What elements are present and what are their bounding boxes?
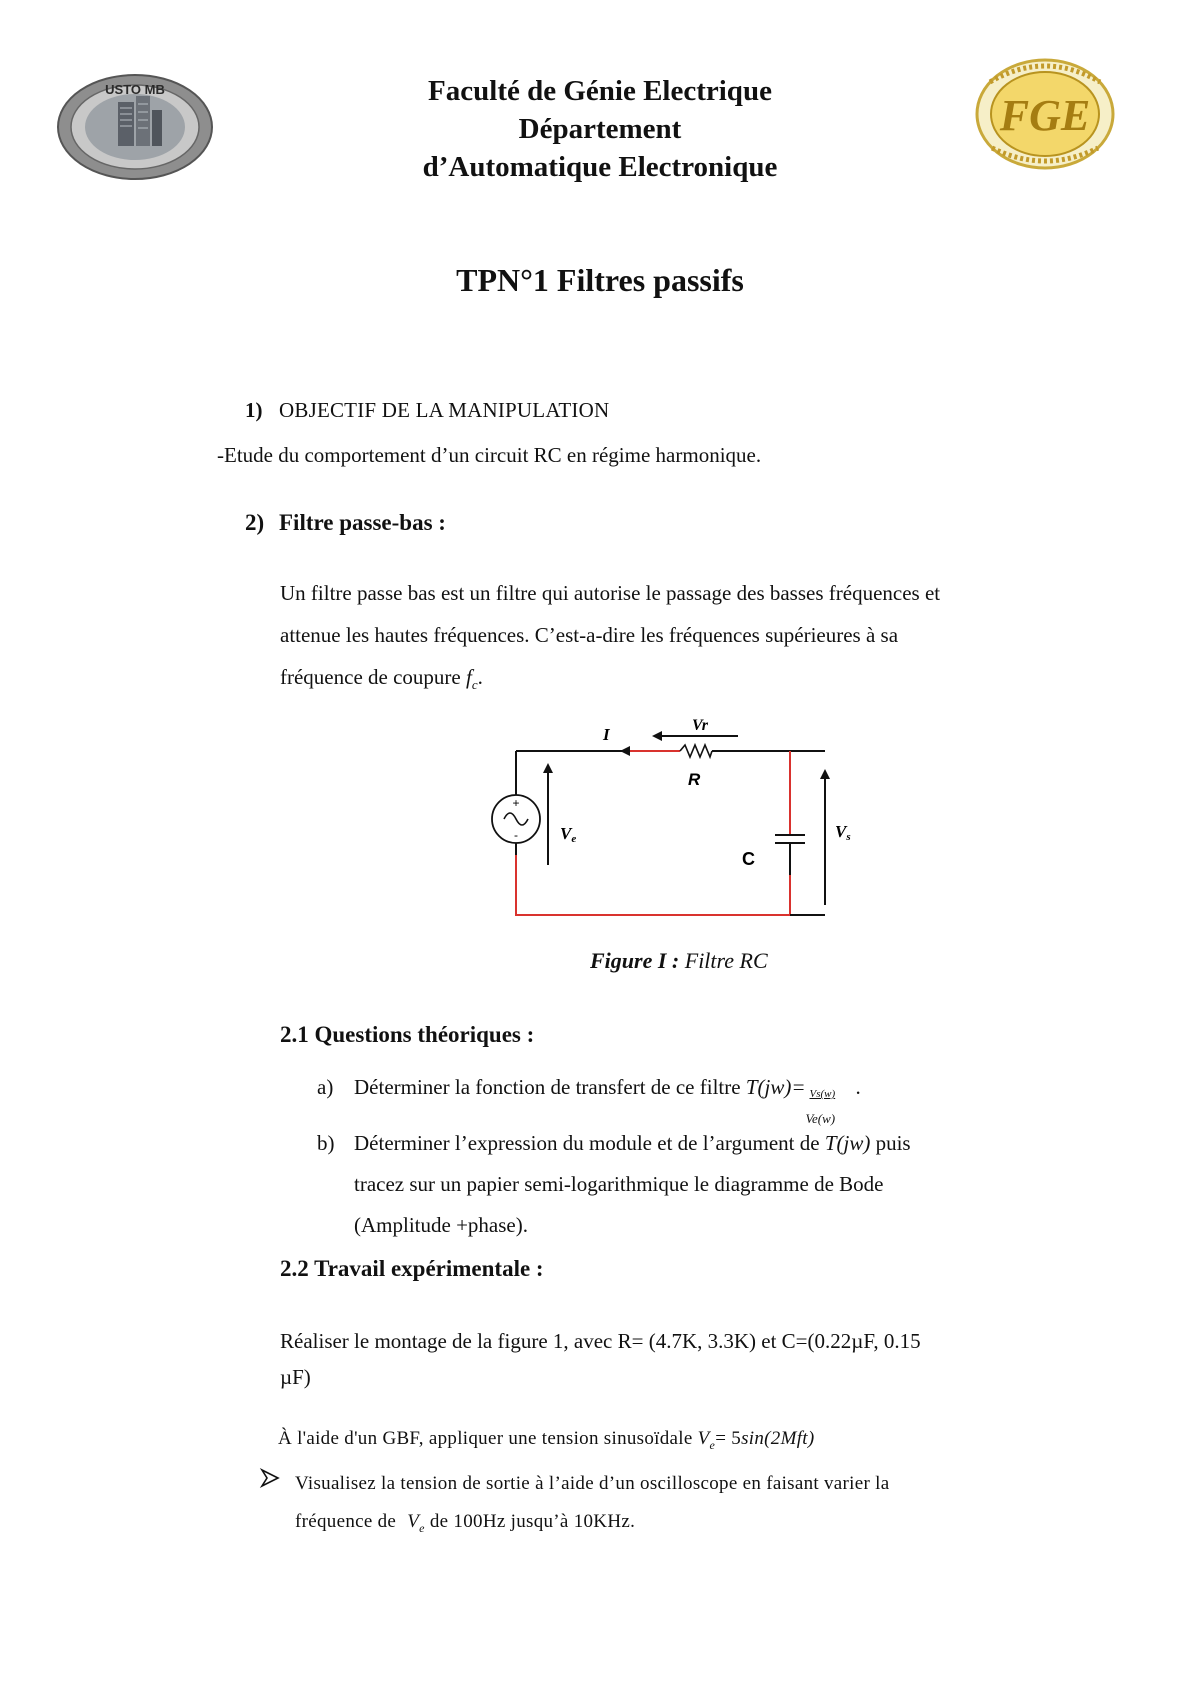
university-seal-logo <box>56 74 214 180</box>
question-a <box>317 1067 1037 1126</box>
current-arrow <box>620 746 630 756</box>
cutoff-frequency-var: f <box>465 665 472 689</box>
question-b <box>317 1123 1037 1253</box>
question-b-letter: b) <box>317 1131 335 1155</box>
section2-heading <box>245 510 446 536</box>
rc-filter-circuit <box>480 715 851 925</box>
transfer-fraction: Vs(w) Ve(w) <box>805 1088 836 1126</box>
section1-title: OBJECTIF DE LA MANIPULATION <box>279 398 610 422</box>
experimental-line2: µF) <box>280 1365 311 1389</box>
question-b-line3: (Amplitude +phase). <box>354 1213 528 1237</box>
label-ve: Ve <box>560 824 577 845</box>
section2-number: 2) <box>245 510 265 535</box>
question-b-line2: tracez sur un papier semi-logarithmique le diagramme de Bode <box>354 1172 884 1196</box>
university-seal-text: USTO MB <box>105 82 165 97</box>
vr-arrow-head <box>652 731 662 741</box>
bullet-line1: Visualisez la tension de sortie à l’aide d’un oscilloscope en faisant varier la <box>295 1473 890 1494</box>
figure-text: Filtre RC <box>679 948 768 973</box>
question-b-line1: Déterminer l’expression du module et de l’argument de T(jw) puis <box>354 1131 911 1155</box>
figure-label: Figure I : <box>590 948 680 973</box>
label-current: I <box>603 725 610 744</box>
section1-text: -Etude du comportement d’un circuit RC en régime harmonique. <box>217 443 762 467</box>
section2-line1: Un filtre passe bas est un filtre qui autorise le passage des basses fréquences et <box>280 581 941 605</box>
label-r: R <box>688 770 701 789</box>
experimental-line1: Réaliser le montage de la figure 1, avec R= (4.7K, 3.3K) et C=(0.22µF, 0.15 <box>280 1329 921 1353</box>
ve-arrow-head <box>543 763 553 773</box>
faculty-name: Faculté de Génie Electrique <box>428 75 772 107</box>
vs-arrow-head <box>820 769 830 779</box>
section1-number: 1) <box>245 398 263 422</box>
document-title: TPN°1 Filtres passifs <box>456 262 744 298</box>
question-b-text <box>354 1123 1034 1246</box>
department-line: Département <box>518 113 682 145</box>
faculty-emblem-letters: FGE <box>999 91 1091 140</box>
bullet-instruction <box>295 1465 889 1547</box>
figure-caption <box>590 948 768 974</box>
bullet-line2: fréquence de $V_e$ de 100Hz jusqu’à 10KHz. <box>295 1511 636 1535</box>
section2-paragraph <box>280 572 940 706</box>
department-name: d’Automatique Electronique <box>422 151 778 183</box>
source-minus: - <box>514 828 518 842</box>
faculty-emblem-logo <box>970 52 1120 172</box>
section2-title: Filtre passe-bas : <box>279 510 446 535</box>
source-plus: + <box>512 796 520 810</box>
experimental-paragraph <box>280 1323 921 1395</box>
section2-line3: fréquence de coupure $f_c$. <box>280 665 483 693</box>
questions-heading: 2.1 Questions théoriques : <box>280 1022 535 1047</box>
experimental-heading: 2.2 Travail expérimentale : <box>280 1256 544 1281</box>
label-vs: Vs <box>835 822 851 843</box>
label-vr: Vr <box>692 717 709 734</box>
question-a-text: Déterminer la fonction de transfert de ce filtre T(jw)= Vs(w) Ve(w) . <box>354 1075 861 1126</box>
label-c: C <box>742 849 755 869</box>
transfer-function: T(jw)= <box>745 1075 806 1099</box>
section2-line2: attenue les hautes fréquences. C’est-a-dire les fréquences supérieures à sa <box>280 623 899 647</box>
section1-heading <box>245 398 609 423</box>
question-a-letter: a) <box>317 1075 334 1099</box>
arrow-bullet-icon <box>260 1468 280 1488</box>
gbf-instruction: À l'aide d'un GBF, appliquer une tension sinusoïdale $V_e= 5\sin(2Mft)$ <box>278 1428 815 1452</box>
resistor-symbol <box>680 745 712 757</box>
